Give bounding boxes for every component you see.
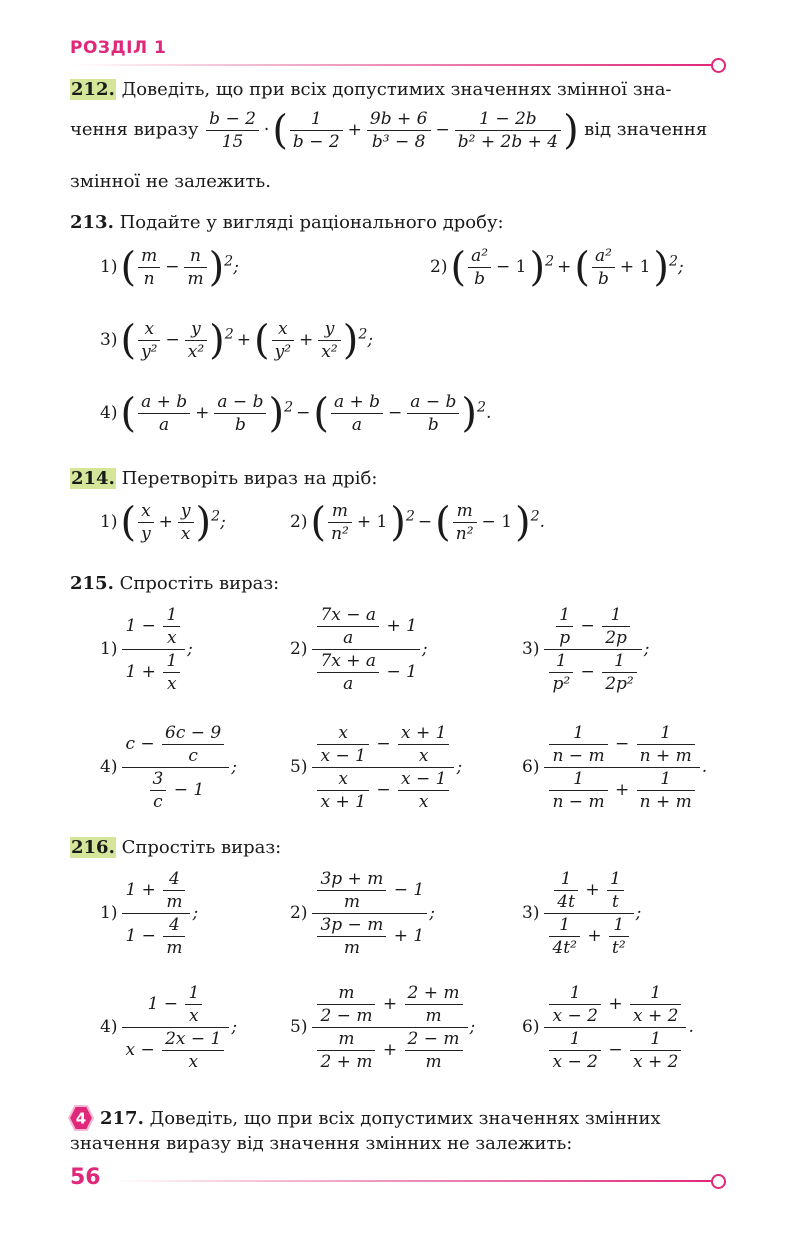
problem-text: змінної не залежить.: [70, 171, 271, 192]
exercise-216-1: 1) 1 + $\frac{4}{m}$ 1 − $\frac{4}{m}$ ;: [100, 869, 199, 958]
exercise-214-2: 2)( $\frac{m}{\text{n²}}$ + 1)$^2$ −( $\frac{m}{\text{n²}}$ − 1)$^2$.: [290, 499, 546, 546]
problem-216: [70, 836, 281, 860]
difficulty-level-icon: [68, 1105, 94, 1131]
problem-number: 215.: [70, 573, 114, 594]
exercise-216-3: 3) $\frac{1}{4t}$ + $\frac{1}{t}$ $\frac{1}{\text{4t²}}$ + $\frac{1}{\text{t²}}$ ;: [522, 869, 642, 958]
exercise-216-4: 4) 1 − $\frac{1}{x}$ x − $\frac{2x - 1}{x}$ ;: [100, 983, 238, 1072]
problem-text: Спростіть вираз:: [119, 573, 280, 594]
problem-text: від значення: [584, 119, 708, 140]
problem-212-expression: чення виразу $\frac{b - 2}{15}$ ·( $\frac{1}{b - 2}$ + $\frac{9b + 6}{\text{b³ − 8}}$ − $\frac{1 - 2b}{\text{b² + 2b + 4}}$ ) від значення: [70, 107, 708, 154]
section-title: РОЗДІЛ 1: [70, 38, 167, 58]
problem-number: 216.: [71, 837, 115, 858]
exercise-215-2: 2) $\frac{7x - a}{a}$ + 1 $\frac{7x + a}{a}$ − 1 ;: [290, 605, 428, 694]
problem-213: [70, 211, 504, 235]
exercise-216-5: 5) $\frac{m}{2 - m}$ + $\frac{2 + m}{m}$ $\frac{m}{2 + m}$ + $\frac{2 - m}{m}$ ;: [290, 983, 476, 1072]
problem-217: [100, 1107, 661, 1131]
exercise-215-6: 6) $\frac{1}{n - m}$ − $\frac{1}{n + m}$ $\frac{1}{n - m}$ + $\frac{1}{n + m}$ .: [522, 723, 708, 812]
problem-number: 212.: [71, 79, 115, 100]
exercise-215-5: 5) $\frac{x}{x - 1}$ − $\frac{x + 1}{x}$ $\frac{x}{x + 1}$ − $\frac{x - 1}{x}$ ;: [290, 723, 463, 812]
problem-number: 213.: [70, 212, 114, 233]
header-circle-ornament: [711, 58, 726, 73]
problem-212: [70, 78, 730, 102]
problem-number: 214.: [71, 468, 115, 489]
exercise-215-1: 1) 1 − $\frac{1}{x}$ 1 + $\frac{1}{x}$ ;: [100, 605, 193, 694]
footer-divider: [112, 1180, 712, 1182]
exercise-213-2: 2)( $\frac{\text{a²}}{b}$ − 1)$^2$ +( $\frac{\text{a²}}{b}$ + 1)$^2$;: [430, 244, 684, 291]
problem-text: Перетворіть вираз на дріб:: [121, 468, 378, 489]
footer-circle-ornament: [711, 1174, 726, 1189]
exercise-216-6: 6) $\frac{1}{x - 2}$ + $\frac{1}{x + 2}$ $\frac{1}{x - 2}$ − $\frac{1}{x + 2}$ .: [522, 983, 694, 1072]
exercise-213-4: 4)( $\frac{a + b}{a}$ + $\frac{a - b}{b}$ )$^2$ −( $\frac{a + b}{a}$ − $\frac{a - b}{b}$ )$^2$.: [100, 390, 492, 437]
problem-text: Подайте у вигляді раціонального дробу:: [119, 212, 504, 233]
problem-number: 217.: [100, 1108, 144, 1129]
page-number: 56: [70, 1165, 101, 1190]
problem-214: [70, 467, 377, 491]
exercise-216-2: 2) $\frac{3p + m}{m}$ − 1 $\frac{3p - m}{m}$ + 1 ;: [290, 869, 435, 958]
problem-215: [70, 572, 279, 596]
exercise-214-1: 1)( $\frac{x}{y}$ + $\frac{y}{x}$ )$^2$;: [100, 499, 226, 546]
exercise-215-4: 4) c − $\frac{6c - 9}{c}$ $\frac{3}{c}$ − 1 ;: [100, 723, 237, 812]
exercise-213-1: 1)( $\frac{m}{n}$ − $\frac{n}{m}$ )$^2$;: [100, 244, 239, 291]
header-divider: [70, 64, 712, 66]
problem-text: Доведіть, що при всіх допустимих значеннях змінних: [149, 1108, 661, 1129]
problem-text: значення виразу від значення змінних не залежить:: [70, 1133, 573, 1154]
difficulty-level-number: 4: [75, 1109, 87, 1128]
problem-text: чення виразу: [70, 119, 199, 140]
exercise-213-3: 3)( $\frac{x}{\text{y²}}$ − $\frac{y}{\text{x²}}$ )$^2$ +( $\frac{x}{\text{y²}}$ + $\frac{y}{\text{x²}}$ )$^2$;: [100, 317, 374, 364]
problem-text: Доведіть, що при всіх допустимих значеннях змінної зна-: [121, 79, 672, 100]
problem-text: Спростіть вираз:: [121, 837, 282, 858]
exercise-215-3: 3) $\frac{1}{p}$ − $\frac{1}{2p}$ $\frac{1}{\text{p²}}$ − $\frac{1}{\text{2p²}}$ ;: [522, 605, 650, 694]
